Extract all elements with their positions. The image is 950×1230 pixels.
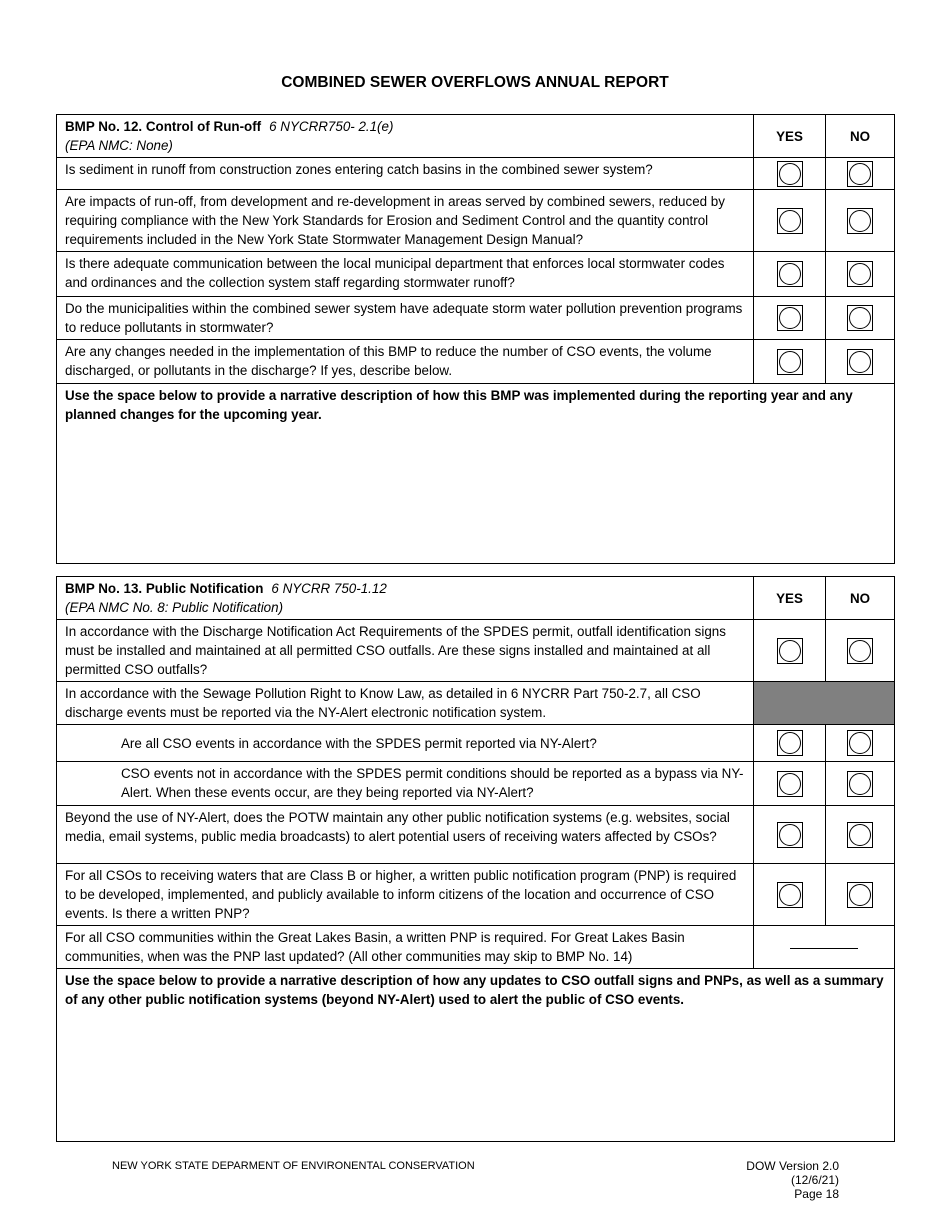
footer-version: DOW Version 2.0 (12/6/21) — [746, 1159, 839, 1187]
bmp13-header-row — [57, 577, 895, 620]
bmp13-narrative-row — [57, 969, 895, 1142]
no-checkbox[interactable] — [847, 638, 873, 664]
no-checkbox[interactable] — [847, 261, 873, 287]
yes-checkbox[interactable] — [777, 261, 803, 287]
bmp12-narrative-area[interactable] — [57, 384, 895, 564]
yes-checkbox[interactable] — [777, 822, 803, 848]
yes-checkbox[interactable] — [777, 161, 803, 187]
question-text: For all CSOs to receiving waters that are Class B or higher, a written public notification program (PNP) is required to be developed, implemented, and publicly available to inform citizens of the location and occurrence of CSO events. Is there a written PNP? — [57, 864, 754, 926]
yes-checkbox[interactable] — [777, 305, 803, 331]
bmp12-header — [57, 115, 754, 158]
shaded-cell — [754, 682, 895, 725]
question-text: In accordance with the Sewage Pollution Right to Know Law, as detailed in 6 NYCRR Part 750-2.7, all CSO discharge events must be reported via the NY-Alert electronic notification system. — [57, 682, 754, 725]
page-title: COMBINED SEWER OVERFLOWS ANNUAL REPORT — [281, 74, 669, 91]
bmp12-header-row — [57, 115, 895, 158]
no-column-header: NO — [826, 115, 895, 158]
no-column-header: NO — [826, 577, 895, 620]
bmp13-header — [57, 577, 754, 620]
bmp12-epa: (EPA NMC: None) — [65, 138, 173, 153]
table-row — [57, 725, 895, 762]
question-text: For all CSO communities within the Great Lakes Basin, a written PNP is required. For Great Lakes Basin communities, when was the PNP last updated? (All other communities may skip to BMP No. 14) — [57, 926, 754, 969]
question-text: Is sediment in runoff from construction zones entering catch basins in the combined sewer system? — [57, 158, 754, 190]
table-row — [57, 806, 895, 864]
date-blank-line — [790, 947, 858, 949]
footer-agency: NEW YORK STATE DEPARMENT OF ENVIRONENTAL CONSERVATION — [112, 1160, 475, 1172]
bmp13-narrative-prompt: Use the space below to provide a narrative description of how any updates to CSO outfall signs and PNPs, as well as a summary of any other public notification systems (beyond NY-Alert) used to alert the public of CSO events. — [65, 973, 884, 1007]
question-text: Do the municipalities within the combined sewer system have adequate storm water pollution prevention programs to reduce pollutants in stormwater? — [57, 297, 754, 340]
no-checkbox[interactable] — [847, 882, 873, 908]
no-checkbox[interactable] — [847, 822, 873, 848]
yes-checkbox[interactable] — [777, 730, 803, 756]
no-checkbox[interactable] — [847, 208, 873, 234]
bmp12-narrative-row — [57, 384, 895, 564]
pnp-update-field[interactable] — [754, 926, 895, 969]
question-text: Beyond the use of NY-Alert, does the POTW maintain any other public notification systems (e.g. websites, social media, email systems, public media broadcasts) to alert potential users of receiving waters affected by CSOs? — [57, 806, 754, 864]
table-row — [57, 926, 895, 969]
no-checkbox[interactable] — [847, 771, 873, 797]
footer-page-number: Page 18 — [794, 1187, 839, 1201]
bmp12-title: BMP No. 12. Control of Run-off — [65, 119, 262, 134]
yes-checkbox[interactable] — [777, 882, 803, 908]
yes-column-header: YES — [754, 577, 826, 620]
bmp13-reference: 6 NYCRR 750-1.12 — [271, 581, 387, 596]
question-text: Is there adequate communication between the local municipal department that enforces local stormwater codes and ordinances and the collection system staff regarding stormwater runoff? — [57, 252, 754, 297]
yes-checkbox[interactable] — [777, 771, 803, 797]
bmp12-narrative-prompt: Use the space below to provide a narrative description of how this BMP was implemented during the reporting year and any planned changes for the upcoming year. — [65, 388, 853, 422]
no-checkbox[interactable] — [847, 349, 873, 375]
table-row — [57, 762, 895, 806]
yes-checkbox[interactable] — [777, 638, 803, 664]
yes-checkbox[interactable] — [777, 349, 803, 375]
yes-checkbox[interactable] — [777, 208, 803, 234]
table-row — [57, 340, 895, 384]
bmp13-title: BMP No. 13. Public Notification — [65, 581, 264, 596]
bmp13-table — [56, 576, 895, 1142]
question-text: Are all CSO events in accordance with the SPDES permit reported via NY-Alert? — [57, 725, 754, 762]
no-checkbox[interactable] — [847, 161, 873, 187]
bmp12-table — [56, 114, 895, 564]
table-row — [57, 190, 895, 252]
question-text: In accordance with the Discharge Notification Act Requirements of the SPDES permit, outfall identification signs must be installed and maintained at all permitted CSO outfalls. Are these signs installed and maintained at all permitted CSO outfalls? — [57, 620, 754, 682]
bmp12-reference: 6 NYCRR750- 2.1(e) — [269, 119, 394, 134]
question-text: Are impacts of run-off, from development and re-development in areas served by combined sewers, reduced by requiring compliance with the New York Standards for Erosion and Sediment Control and the quantity control requirements included in the New York State Stormwater Management Design Manual? — [57, 190, 754, 252]
question-text: CSO events not in accordance with the SPDES permit conditions should be reported as a bypass via NY-Alert. When these events occur, are they being reported via NY-Alert? — [57, 762, 754, 806]
footer-right — [700, 1159, 839, 1201]
no-checkbox[interactable] — [847, 730, 873, 756]
table-row — [57, 864, 895, 926]
no-checkbox[interactable] — [847, 305, 873, 331]
table-row — [57, 158, 895, 190]
table-row — [57, 682, 895, 725]
bmp13-epa: (EPA NMC No. 8: Public Notification) — [65, 600, 284, 615]
question-text: Are any changes needed in the implementation of this BMP to reduce the number of CSO events, the volume discharged, or pollutants in the discharge? If yes, describe below. — [57, 340, 754, 384]
table-row — [57, 620, 895, 682]
bmp13-narrative-area[interactable] — [57, 969, 895, 1142]
yes-column-header: YES — [754, 115, 826, 158]
table-row — [57, 252, 895, 297]
table-row — [57, 297, 895, 340]
